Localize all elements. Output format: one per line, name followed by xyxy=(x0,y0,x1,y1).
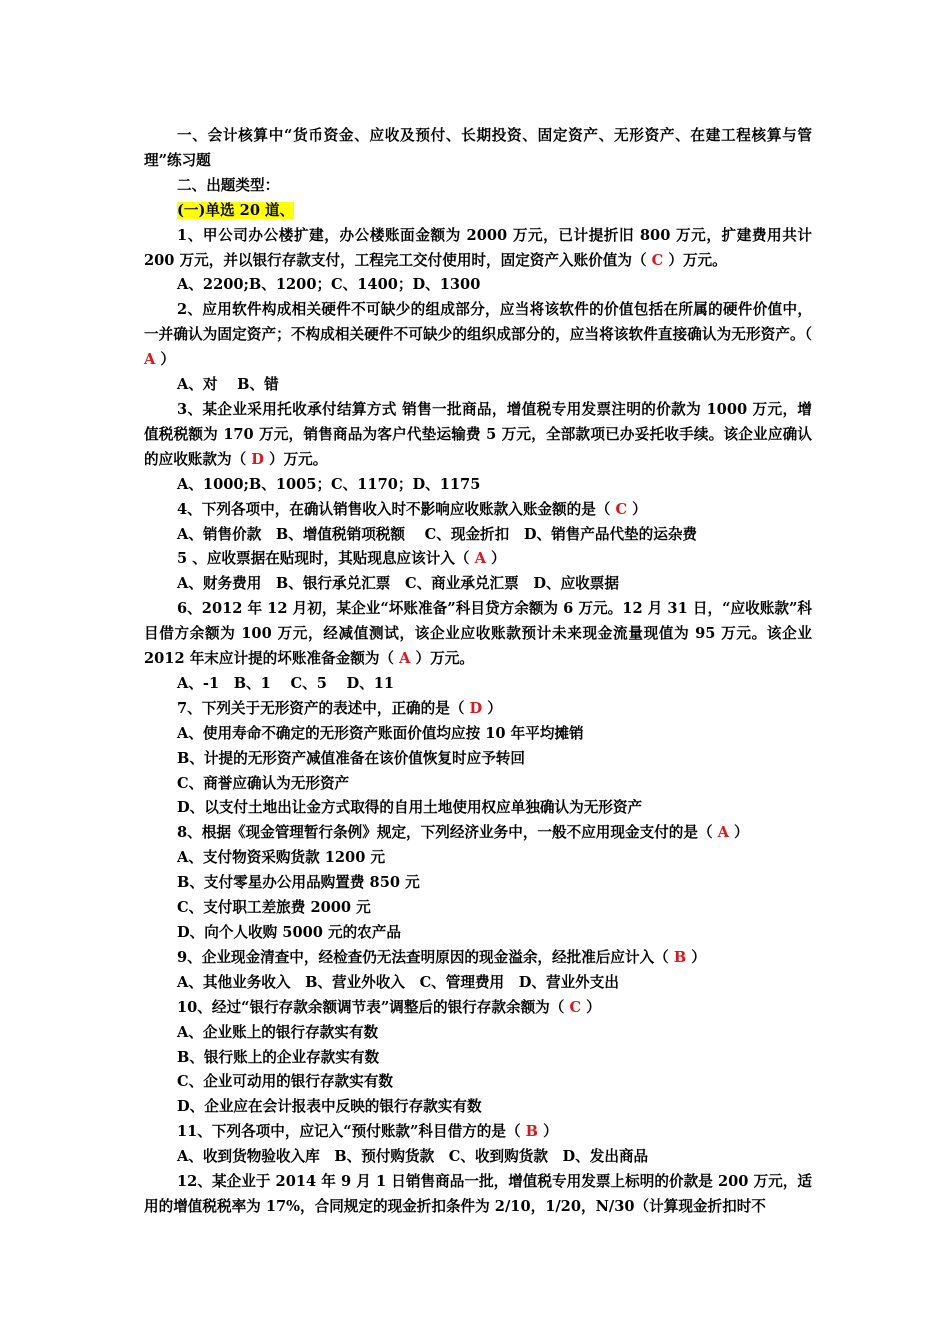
question-stem xyxy=(144,298,812,373)
answer-options: C、支付职工差旅费 2000 元 xyxy=(177,899,371,917)
question-text-end: ） xyxy=(485,550,506,568)
answer-options: A、-1 B、1 C、5 D、11 xyxy=(177,674,395,692)
answer-options: A、销售价款 B、增值税销项税额 C、现金折扣 D、销售产品代垫的运杂费 xyxy=(177,525,698,543)
answer-options: C、商誉应确认为无形资产 xyxy=(177,774,350,792)
answer-options: B、支付零星办公用品购置费 850 元 xyxy=(177,874,420,892)
question-stem xyxy=(144,697,812,722)
answer-options: C、企业可动用的银行存款实有数 xyxy=(177,1073,393,1091)
heading-1: 一、会计核算中“货币资金、应收及预付、长期投资、固定资产、无形资产、在建工程核算与管理”练习题 xyxy=(144,127,812,169)
question-text-end: ）万元。 xyxy=(410,650,474,668)
answer-options: A、收到货物验收入库 B、预付购货款 C、收到购货款 D、发出商品 xyxy=(177,1148,649,1166)
question-text: 1、甲公司办公楼扩建，办公楼账面金额为 2000 万元，已计提折旧 800 万元，扩建费用共计 200 万元，并以银行存款支付，工程完工交付使用时，固定资产入账价值为（ xyxy=(144,226,812,269)
question-stem xyxy=(144,946,812,971)
answer-key: A xyxy=(717,824,729,842)
question-text-end: ） xyxy=(581,998,601,1016)
question-stem xyxy=(144,398,812,473)
question-stem xyxy=(144,996,812,1021)
question-text: 8、根据《现金管理暂行条例》规定，下列经济业务中，一般不应用现金支付的是（ xyxy=(177,824,718,842)
heading-2: 二、出题类型： xyxy=(177,176,280,194)
answer-key: A xyxy=(399,650,411,668)
answer-key: D xyxy=(251,450,264,468)
answer-options: A、企业账上的银行存款实有数 xyxy=(177,1023,379,1041)
answer-options: A、其他业务收入 B、营业外收入 C、管理费用 D、营业外支出 xyxy=(177,973,619,991)
answer-options: A、支付物资采购货款 1200 元 xyxy=(177,849,386,867)
question-text-end: ） xyxy=(627,500,647,518)
answer-key: A xyxy=(474,550,486,568)
answer-options: A、1000;B、1005；C、1170；D、1175 xyxy=(177,475,481,493)
question-stem xyxy=(144,224,812,274)
question-text-end: ） xyxy=(155,351,176,369)
answer-options: A、对 B、错 xyxy=(177,376,279,394)
section-single-choice xyxy=(144,199,812,224)
answer-options: D、企业应在会计报表中反映的银行存款实有数 xyxy=(177,1098,482,1116)
answer-key: A xyxy=(144,351,156,369)
answer-options: B、计提的无形资产减值准备在该价值恢复时应予转回 xyxy=(177,749,525,767)
question-stem xyxy=(144,597,812,672)
question-text: 7、下列关于无形资产的表述中，正确的是（ xyxy=(177,699,470,717)
question-text: 4、下列各项中，在确认销售收入时不影响应收账款入账金额的是（ xyxy=(177,500,616,518)
answer-options: B、银行账上的企业存款实有数 xyxy=(177,1048,380,1066)
answer-options: A、2200;B、1200；C、1400；D、1300 xyxy=(177,276,481,294)
question-text: 3、某企业采用托收承付结算方式 销售一批商品，增值税专用发票注明的价款为 1000 万元，增值税税额为 170 万元，销售商品为客户代垫运输费 5 万元，全部款项已办妥托收手续。该企业应确认的应收账款为（ xyxy=(144,400,812,468)
question-stem xyxy=(144,547,812,572)
question-stem xyxy=(144,821,812,846)
question-text: 11、下列各项中，应记入“预付账款”科目借方的是（ xyxy=(177,1123,526,1141)
question-text-end: ） xyxy=(482,699,502,717)
answer-key: B xyxy=(525,1123,538,1141)
question-stem xyxy=(144,498,812,523)
question-text: 2、应用软件构成相关硬件不可缺少的组成部分，应当将该软件的价值包括在所属的硬件价值中，一并确认为固定资产；不构成相关硬件不可缺少的组织成部分的，应当将该软件直接确认为无形资产。（ xyxy=(144,301,812,344)
highlighted-section-title: (一)单选 20 道、 xyxy=(177,201,295,219)
question-text-end: ） xyxy=(728,824,749,842)
question-text: 10、经过“银行存款余额调节表”调整后的银行存款余额为（ xyxy=(177,998,570,1016)
question-text-end: ） xyxy=(686,948,706,966)
answer-options: D、以支付土地出让金方式取得的自用土地使用权应单独确认为无形资产 xyxy=(177,799,643,817)
document-body xyxy=(144,124,812,1220)
answer-key: C xyxy=(651,251,664,269)
question-text-end: ）万元。 xyxy=(263,450,328,468)
question-text: 12、某企业于 2014 年 9 月 1 日销售商品一批，增值税专用发票上标明的价款是 200 万元，适用的增值税税率为 17%，合同规定的现金折扣条件为 2/10，1/20，N/30（计算现金折扣时不 xyxy=(144,1173,812,1215)
answer-options: A、使用寿命不确定的无形资产账面价值均应按 10 年平均摊销 xyxy=(177,724,584,742)
question-text-end: ）万元。 xyxy=(663,251,727,269)
question-stem xyxy=(144,1120,812,1145)
question-text: 5 、应收票据在贴现时，其贴现息应该计入（ xyxy=(177,550,475,568)
answer-key: B xyxy=(673,948,687,966)
question-text-end: ） xyxy=(538,1123,558,1141)
question-list xyxy=(144,224,812,1220)
question-stem xyxy=(144,1170,812,1220)
answer-key: D xyxy=(469,699,483,717)
question-text: 6、2012 年 12 月初，某企业“坏账准备”科目贷方余额为 6 万元。12 月 31 日，“应收账款”科目借方余额为 100 万元，经减值测试，该企业应收账款预计未来现金流量现值为 95 万元。该企业 2012 年末应计提的坏账准备金额为（ xyxy=(144,600,812,668)
answer-key: C xyxy=(569,998,582,1016)
answer-options: D、向个人收购 5000 元的农产品 xyxy=(177,924,401,941)
answer-options: A、财务费用 B、银行承兑汇票 C、商业承兑汇票 D、应收票据 xyxy=(177,575,619,593)
question-text: 9、企业现金清查中，经检查仍无法查明原因的现金溢余，经批准后应计入（ xyxy=(177,948,674,966)
answer-key: C xyxy=(615,500,628,518)
